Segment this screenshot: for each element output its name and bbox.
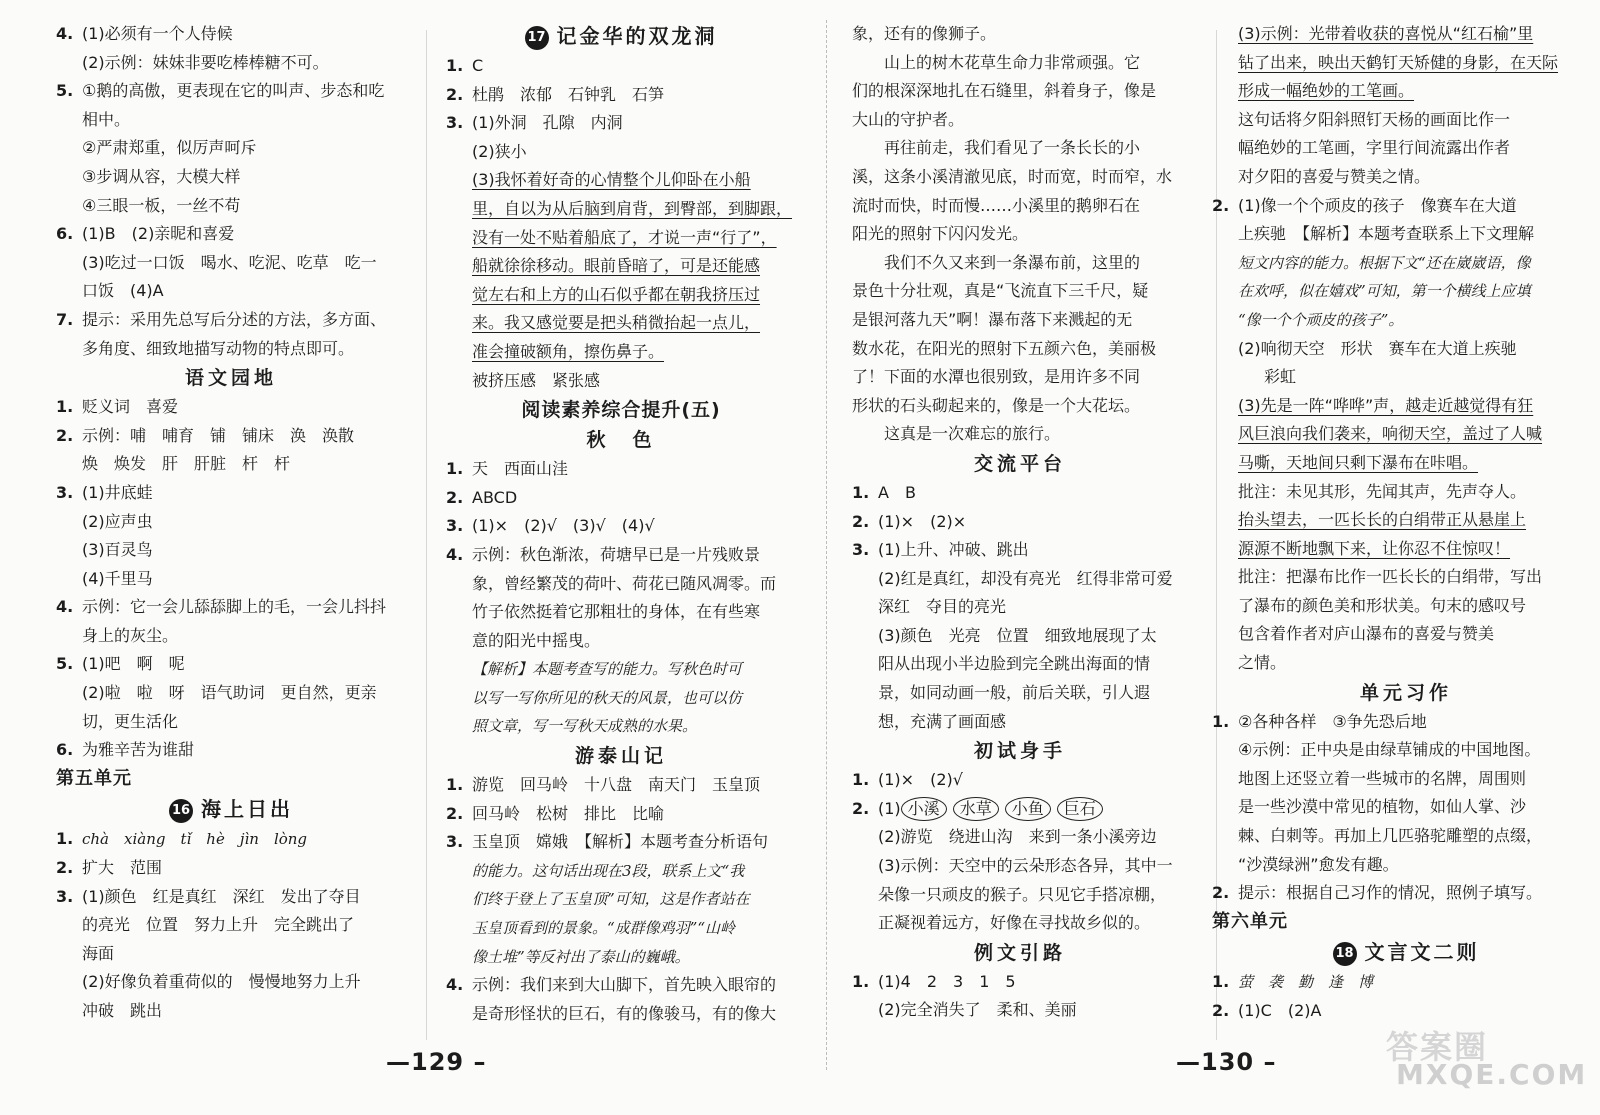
answer-line: (1)外洞 孔隙 内洞 [472,113,623,133]
lesson-title-18 [1238,936,1574,968]
analysis-line: 短文内容的能力。根据下文“还在崴崴语，像 [1238,253,1531,272]
column-divider-left [426,30,427,1040]
answer-line: 提示：根据自己习作的情况，照例子填写。 [1238,883,1543,903]
question-number: 2. [852,511,870,531]
annotation-line: 包含着作者对庐山瀑布的喜爱与赞美 [1238,624,1495,644]
answer-line: 上疾驰 【解析】本题考查联系上下文理解 [1238,224,1535,244]
lesson-title-text: 记金华的双龙洞 [556,24,718,48]
answer-line: (1)像一个个顽皮的孩子 像赛车在大道 [1238,195,1517,215]
question-number: 5. [56,654,74,674]
question-number: 2. [852,798,870,818]
underlined-sentence: 抬头望去，一匹长长的白绢带正从悬崖上 [1238,510,1527,530]
essay-line: 再往前走，我们看见了一条长长的小 [884,138,1141,158]
question-number: 2. [56,425,74,445]
answer-line: 想，充满了画面感 [878,711,1007,731]
answer-line: (2)示例：妹妹非要吃棒棒糖不可。 [82,52,329,72]
analysis-line: 玉皇顶看到的景象。“成群像鸡羽”“山岭 [472,919,736,938]
section-title-yuwen: 语文园地 [184,367,277,390]
answer-line: (2)红是真红，却没有亮光 红得非常可爱 [878,568,1173,588]
answer-line: 相中。 [82,109,131,129]
analysis-line: 们终于登上了玉皇顶”可知，这是作者站在 [472,890,750,909]
answer-line: 玉皇顶 嫦娥 【解析】本题考查分析语句 [472,832,769,852]
question-number: 2. [446,803,464,823]
question-number: 2. [1212,195,1230,215]
answer-line: 意的阳光中摇曳。 [472,630,601,650]
answer-line: 天 西面山洼 [472,459,569,479]
answer-line: 深红 夺目的亮光 [878,597,1007,617]
answer-line: 切，更生活化 [82,711,179,731]
question-number: 1. [852,482,870,502]
answer-line: (4)千里马 [82,568,153,588]
essay-line: 流时而快，时而慢……小溪里的鹅卵石在 [852,195,1141,215]
essay-line: 象，还有的像狮子。 [852,24,997,43]
essay-line: 阳光的照射下闪闪发光。 [852,224,1029,244]
answer-line: C [472,56,484,75]
question-number: 3. [446,113,464,133]
answer-line: 海面 [82,943,115,963]
watermark-logo: 答案圈 [1386,1028,1489,1066]
answer-line: (1)× (2)√ (3)√ (4)√ [472,516,655,536]
question-number: 7. [56,309,74,329]
column-2 [446,20,796,1028]
lesson-number-badge: 16 [169,799,193,823]
answer-line: “沙漠绿洲”愈发有趣。 [1238,854,1399,874]
answer-line: (1)井底蛙 [82,482,153,502]
essay-line: 我们不久又来到一条瀑布前，这里的 [884,252,1141,272]
unit-heading-5: 第五单元 [56,767,132,789]
answer-line: (1) [878,798,901,818]
answer-line: 杜鹃 浓郁 石钟乳 石笋 [472,84,665,104]
answer-line: 多角度、细致地描写动物的特点即可。 [82,338,355,358]
page-number-left: —129 – [386,1048,487,1076]
essay-line: 数水花，在阳光的照射下五颜六色，美丽极 [852,338,1157,358]
answer-line: 阳从出现小半边脸到完全跳出海面的情 [878,654,1151,674]
essay-line: 形状的石头砌起来的，像是一个大花坛。 [852,395,1141,415]
question-number: 1. [56,829,74,849]
answer-line: 被挤压感 紧张感 [472,370,601,390]
underlined-sentence: 觉左右和上方的山石似乎都在朝我挤压过 [472,284,761,304]
question-number: 4. [446,544,464,564]
question-number: 6. [56,740,74,760]
question-number: 3. [446,832,464,852]
analysis-line: 以写一写你所见的秋天的风景，也可以仿 [472,688,743,707]
answer-line: (1)上升、冲破、跳出 [878,540,1029,560]
answer-line: (1)B (2)亲昵和喜爱 [82,224,235,244]
unit-heading-6: 第六单元 [1212,910,1288,932]
question-number: 4. [446,975,464,995]
answer-line: 冲破 跳出 [82,1001,163,1020]
answer-line: 的亮光 位置 努力上升 完全跳出了 [82,915,355,935]
lesson-title-17 [446,20,796,52]
answer-line: (2)响彻天空 形状 赛车在大道上疾驰 [1238,338,1517,358]
lesson-number-badge: 18 [1333,942,1357,966]
lesson-title-text: 海上日出 [201,797,293,822]
section-title-liwen: 例文引路 [973,941,1066,964]
question-number: 5. [56,81,74,101]
analysis-line: 照文章，写一写秋天成熟的水果。 [472,717,698,736]
answer-line: 示例：它一会儿舔舔脚上的毛，一会儿抖抖 [82,597,387,617]
underlined-sentence: 船就徐徐移动。眼前昏暗了，可是还能感 [472,256,761,276]
answer-line: 对夕阳的喜爱与赞美之情。 [1238,166,1431,186]
essay-line: 大山的守护者。 [852,109,965,129]
answer-line: 幅绝妙的工笔画，字里行间流露出作者 [1238,138,1511,158]
question-number: 2. [446,84,464,104]
underlined-sentence: (3)先是一阵“哗哗”声，越走近越觉得有狂 [1238,395,1534,415]
question-number: 1. [446,56,464,75]
annotation-line: 之情。 [1238,653,1287,673]
watermark-url: MXQE.COM [1396,1058,1588,1091]
answer-line: 萤 袭 勤 逢 博 [1238,973,1374,992]
question-number: 3. [56,886,74,906]
essay-line: 景色十分壮观，真是“飞流直下三千尺，疑 [852,281,1149,301]
question-number: 1. [1212,972,1230,992]
answer-line: 口饭 (4)A [82,281,164,301]
answer-line: 回马岭 松树 排比 比喻 [472,803,665,823]
question-number: 3. [446,516,464,536]
page-number-right: —130 – [1176,1048,1277,1076]
answer-line: (1)C (2)A [1238,1001,1322,1020]
answer-line: (2)好像负着重荷似的 慢慢地努力上升 [82,972,361,992]
answer-line: (3)百灵鸟 [82,540,153,560]
column-4 [1212,20,1574,1026]
analysis-line: 在欢呼，似在嬉戏”可知，第一个横线上应填 [1238,282,1531,301]
question-number: 3. [56,482,74,502]
analysis-line: 【解析】本题考查写的能力。写秋色时可 [472,660,743,679]
answer-line: ③步调从容，大模大样 [82,166,241,186]
question-number: 3. [852,540,870,560]
analysis-line: 像土堆”等反衬出了泰山的巍峨。 [472,947,690,966]
underlined-sentence: 马嘶，天地间只剩下瀑布在咔唱。 [1238,452,1479,472]
answer-line: 身上的灰尘。 [82,625,179,645]
answer-line: ②严肃郑重，似厉声呵斥 [82,138,257,158]
essay-line: 是银河落九天”啊！瀑布落下来溅起的无 [852,309,1133,329]
question-number: 4. [56,597,74,617]
section-title-jiaoliu: 交流平台 [973,452,1066,475]
section-title-danyuan: 单元习作 [1359,681,1452,704]
annotation-line: 批注：未见其形，先闻其声，先声夺人。 [1238,481,1527,501]
question-number: 1. [446,459,464,479]
circled-word: 小鱼 [1005,797,1051,821]
section-title-taishan: 游泰山记 [574,745,667,768]
question-number: 6. [56,224,74,244]
question-number: 2. [56,858,74,878]
answer-line: 朵像一只顽皮的猴子。只见它手搭凉棚， [878,884,1167,904]
answer-line: (2)应声虫 [82,511,153,531]
answer-line: 竹子依然挺着它那粗壮的身体，在有些寒 [472,602,761,622]
circled-word: 水草 [953,797,999,821]
column-3 [852,20,1188,1025]
answer-line: (3)示例：天空中的云朵形态各异，其中一 [878,856,1173,876]
section-title-chushi: 初试身手 [973,740,1066,763]
answer-line: (3)颜色 光亮 位置 细致地展现了太 [878,625,1157,645]
question-number: 2. [1212,883,1230,903]
circled-word: 小溪 [901,797,947,821]
question-number: 1. [1212,711,1230,731]
column-1 [56,20,406,1026]
underlined-sentence: (3)我怀着好奇的心情整个儿仰卧在小船 [472,170,751,190]
underlined-sentence: 没有一处不贴着船底了，才说一声“行了”， [472,227,777,247]
essay-line: 山上的树木花草生命力非常顽强。它 [884,52,1141,72]
answer-line: 提示：采用先总写后分述的方法，多方面、 [82,309,387,329]
answer-line: 景，如同动画一般，前后关联，引人遐 [878,683,1151,703]
answer-line: 这句话将夕阳斜照钉天杨的画面比作一 [1238,109,1511,129]
analysis-line: “像一个个顽皮的孩子”。 [1238,310,1404,329]
answer-line: 焕 焕发 肝 肝脏 杆 杆 [82,454,307,474]
answer-line: (2)游览 绕进山沟 来到一条小溪旁边 [878,827,1157,847]
underlined-sentence: 形成一幅绝妙的工笔画。 [1238,81,1415,101]
pinyin-answer: chà xiàng tǐ hè jìn lòng [82,830,308,849]
answer-line: (1)吧 啊 呢 [82,654,185,674]
answer-line: A B [878,482,916,502]
section-title-qiuse: 秋 色 [586,429,656,452]
underlined-sentence: 源源不断地飘下来，让你忍不住惊叹！ [1238,538,1511,558]
answer-line: (1)× (2)√ [878,770,963,790]
answer-line: (2)完全消失了 柔和、美丽 [878,1000,1077,1020]
answer-line: (1)颜色 红是真红 深红 发出了夺目 [82,886,361,906]
underlined-sentence: 风巨浪向我们袭来，响彻天空，盖过了人喊 [1238,424,1543,444]
answer-line: 游览 回马岭 十八盘 南天门 玉皇顶 [472,775,761,795]
answer-line: ②各种各样 ③争先恐后地 [1238,711,1427,731]
answer-line: 为雅辛苦为谁甜 [82,740,195,760]
essay-line: 了！下面的水潭也很别致，是用许多不同 [852,367,1141,387]
essay-line: 溪，这条小溪清澈见底，时而宽，时而窄，水 [852,166,1173,186]
answer-line: (1)必须有一个人侍候 [82,24,233,43]
answer-line: 示例：我们来到大山脚下，首先映入眼帘的 [472,975,777,995]
answer-line: 贬义词 喜爱 [82,397,179,417]
circled-word: 巨石 [1057,797,1103,821]
answer-line: 扩大 范围 [82,858,163,878]
answer-line: (1)4 2 3 1 5 [878,971,1016,991]
question-number: 1. [56,397,74,417]
underlined-sentence: 来。我又感觉要是把头稍微抬起一点儿， [472,313,761,333]
answer-line: ④三眼一板，一丝不苟 [82,195,241,215]
question-number: 2. [1212,1001,1230,1020]
underlined-sentence: 钻了出来，映出天鹤钉天矫健的身影，在天际 [1238,52,1559,72]
answer-line: 示例：哺 哺育 铺 铺床 涣 涣散 [82,425,355,445]
answer-line: ①鹅的高傲，更表现在它的叫声、步态和吃 [82,81,385,101]
answer-line: (1)× (2)× [878,511,967,531]
question-number: 4. [56,24,74,43]
answer-line: 正凝视着远方，好像在寻找故乡似的。 [878,913,1151,933]
answer-line: (3)吃过一口饭 喝水、吃泥、吃草 吃一 [82,252,377,272]
lesson-title-16 [56,793,406,825]
underlined-sentence: (3)示例：光带着收获的喜悦从“红石榆”里 [1238,24,1534,43]
question-number: 1. [852,770,870,790]
answer-line: ④示例：正中央是由绿草铺成的中国地图。 [1238,740,1541,760]
answer-line: 是奇形怪状的巨石，有的像骏马，有的像大 [472,1003,777,1023]
underlined-sentence: 准会撞破额角，擦伤鼻子。 [472,341,665,361]
analysis-line: 的能力。这句话出现在3段，联系上文“我 [472,861,745,880]
answer-line: 是一些沙漠中常见的植物，如仙人掌、沙 [1238,797,1527,817]
answer-line: 地图上还竖立着一些城市的名牌，周围则 [1238,768,1527,788]
lesson-number-badge: 17 [525,26,549,50]
question-number: 1. [852,971,870,991]
question-number: 2. [446,487,464,507]
essay-line: 这真是一次难忘的旅行。 [884,424,1061,444]
answer-line: ABCD [472,487,518,507]
question-number: 1. [446,775,464,795]
answer-line: 彩虹 [1264,367,1297,387]
essay-line: 们的根深深地扎在石缝里，斜着身子，像是 [852,81,1157,101]
answer-line: (2)狭小 [472,141,527,161]
annotation-line: 批注：把瀑布比作一匹长长的白绢带，写出 [1238,567,1543,587]
answer-line: 示例：秋色渐浓，荷塘早已是一片残败景 [472,544,761,564]
section-title-reading: 阅读素养综合提升(五) [521,399,721,422]
answer-line: (2)啦 啦 呀 语气助词 更自然，更亲 [82,683,377,703]
annotation-line: 了瀑布的颜色美和形状美。句末的感叹号 [1238,595,1527,615]
underlined-sentence: 里，自以为从后脑到肩背，到臀部，到脚跟， [472,198,793,218]
answer-line: 棘、白刺等。再加上几匹骆驼雕塑的点缀， [1238,826,1543,846]
page-fold-divider [826,20,827,1070]
lesson-title-text: 文言文二则 [1364,940,1480,965]
answer-line: 象，曾经繁茂的荷叶、荷花已随风凋零。而 [472,573,777,593]
